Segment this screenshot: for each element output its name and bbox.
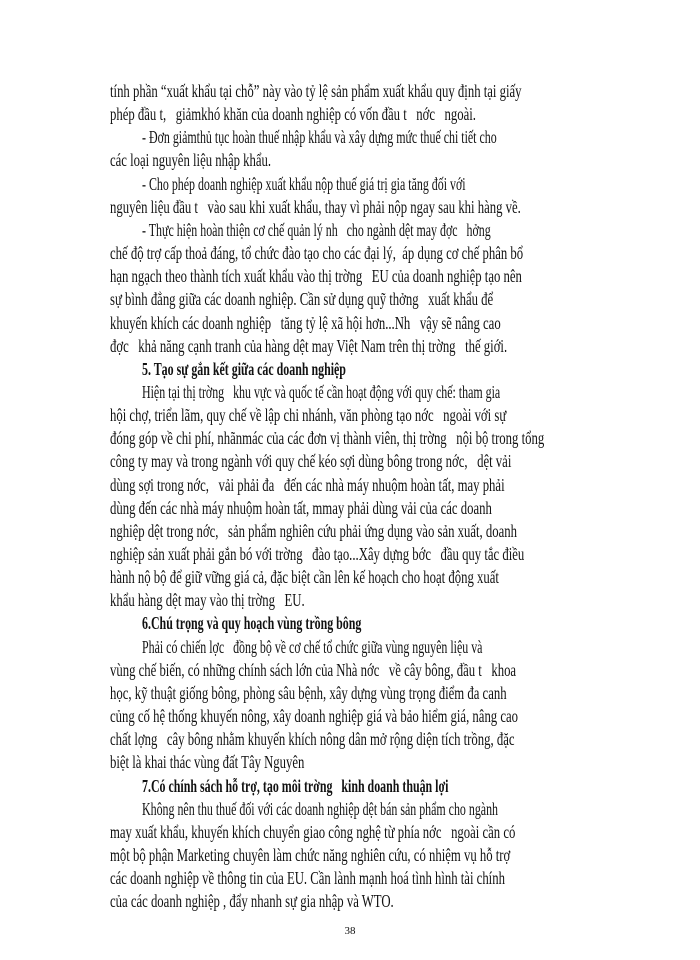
text-line: Không nên thu thuế đối với các doanh nghiệp dệt bán sản phẩm cho ngành xyxy=(142,798,499,819)
section-heading: 6.Chú trọng và quy hoạch vùng trồng bông xyxy=(142,613,362,634)
text-line: đợc khả năng cạnh tranh của hàng dệt may Việt Nam trên thị trờng thế giới. xyxy=(110,335,508,356)
text-line: sự bình đẳng giữa các doanh nghiệp. Cần sử dụng quỹ thởng xuất khẩu để xyxy=(110,289,494,310)
section-heading: 7.Có chính sách hỗ trợ, tạo môi trờng kinh doanh thuận lợi xyxy=(142,775,449,796)
text-line: công ty may và trong ngành với quy chế kéo sợi dùng bông trong nớc, dệt vải xyxy=(110,451,512,472)
text-line: Phải có chiến lợc đồng bộ về cơ chế tổ chức giữa vùng nguyên liệu và xyxy=(142,636,483,657)
text-line: khẩu hàng dệt may vào thị trờng EU. xyxy=(110,590,305,611)
text-line: một bộ phận Marketing chuyên làm chức năng nghiên cứu, có nhiệm vụ hỗ trợ xyxy=(110,844,511,865)
text-line: hạn ngạch theo thành tích xuất khẩu vào thị trờng EU của doanh nghiệp tạo nên xyxy=(110,266,522,287)
text-line: hội chợ, triển lãm, quy chế về lập chi nhánh, văn phòng tạo nớc ngoài với sự xyxy=(110,405,507,426)
text-line: chất lợng cây bông nhằm khuyến khích nông dân mở rộng diện tích trồng, đặc xyxy=(110,729,515,750)
text-line: đóng góp về chi phí, nhãnmác của các đơn vị thành viên, thị trờng nội bộ trong tổng xyxy=(110,428,545,449)
text-line: nghiệp dệt trong nớc, sản phẩm nghiên cứu phải ứng dụng vào sản xuất, doanh xyxy=(110,520,517,541)
text-line: dùng đến các nhà máy nhuộm hoàn tất, mmay phải dùng vải của các doanh xyxy=(110,497,492,518)
text-line: vùng chế biến, có những chính sách lớn của Nhà nớc về cây bông, đầu t khoa xyxy=(110,659,517,680)
text-line: phép đầu t, giảmkhó khăn của doanh nghiệp có vốn đầu t nớc ngoài. xyxy=(110,104,476,125)
text-line: khuyến khích các doanh nghiệp tăng tỷ lệ xã hội hơn...Nh vậy sẽ nâng cao xyxy=(110,312,501,333)
text-line: may xuất khẩu, khuyến khích chuyển giao công nghệ từ phía nớc ngoài cần có xyxy=(110,821,516,842)
text-line: - Thực hiện hoàn thiện cơ chế quản lý nh cho ngành dệt may đợc hởng xyxy=(142,219,491,240)
text-line: các doanh nghiệp về thông tin của EU. Cần lành mạnh hoá tình hình tài chính xyxy=(110,868,505,889)
text-line: củng cố hệ thống khuyến nông, xây doanh nghiệp giá và bảo hiểm giá, nâng cao xyxy=(110,706,518,727)
text-line: biệt là khai thác vùng đất Tây Nguyên xyxy=(110,752,305,773)
text-line: hành nộ bộ để giữ vững giá cả, đặc biệt cần lên kế hoạch cho hoạt động xuất xyxy=(110,567,499,588)
text-line: dùng sợi trong nớc, vải phải đa đến các nhà máy nhuộm hoàn tất, may phải xyxy=(110,474,505,495)
section-heading: 5. Tạo sự gắn kết giữa các doanh nghiệp xyxy=(142,358,346,379)
text-line: - Cho phép doanh nghiệp xuất khẩu nộp thuế giá trị gia tăng đối với xyxy=(142,173,466,194)
page-number: 38 xyxy=(344,925,356,937)
text-line: nguyên liệu đầu t vào sau khi xuất khẩu, thay vì phải nộp ngay sau khi hàng về. xyxy=(110,196,521,217)
text-line: của các doanh nghiệp , đẩy nhanh sự gia nhập và WTO. xyxy=(110,891,394,912)
text-line: - Đơn giảmthủ tục hoàn thuế nhập khẩu và xây dựng mức thuế chi tiết cho xyxy=(142,127,497,148)
text-line: nghiệp sản xuất phải gắn bó với trờng đào tạo...Xây dựng bớc đầu quy tắc điều xyxy=(110,544,525,564)
text-line: chế độ trợ cấp thoả đáng, tổ chức đào tạo cho các đại lý, áp dụng cơ chế phân bổ xyxy=(110,243,524,264)
text-line: tính phần “xuất khẩu tại chỗ” này vào tỷ lệ sản phẩm xuất khẩu quy định tại giấy xyxy=(110,81,522,101)
text-line: các loại nguyên liệu nhập khẩu. xyxy=(110,150,272,171)
text-line: học, kỹ thuật giống bông, phòng sâu bệnh, xây dựng vùng trọng điểm đa canh xyxy=(110,682,507,703)
text-line: Hiện tại thị trờng khu vực và quốc tế cần hoạt động với quy chế: tham gia xyxy=(142,381,501,402)
